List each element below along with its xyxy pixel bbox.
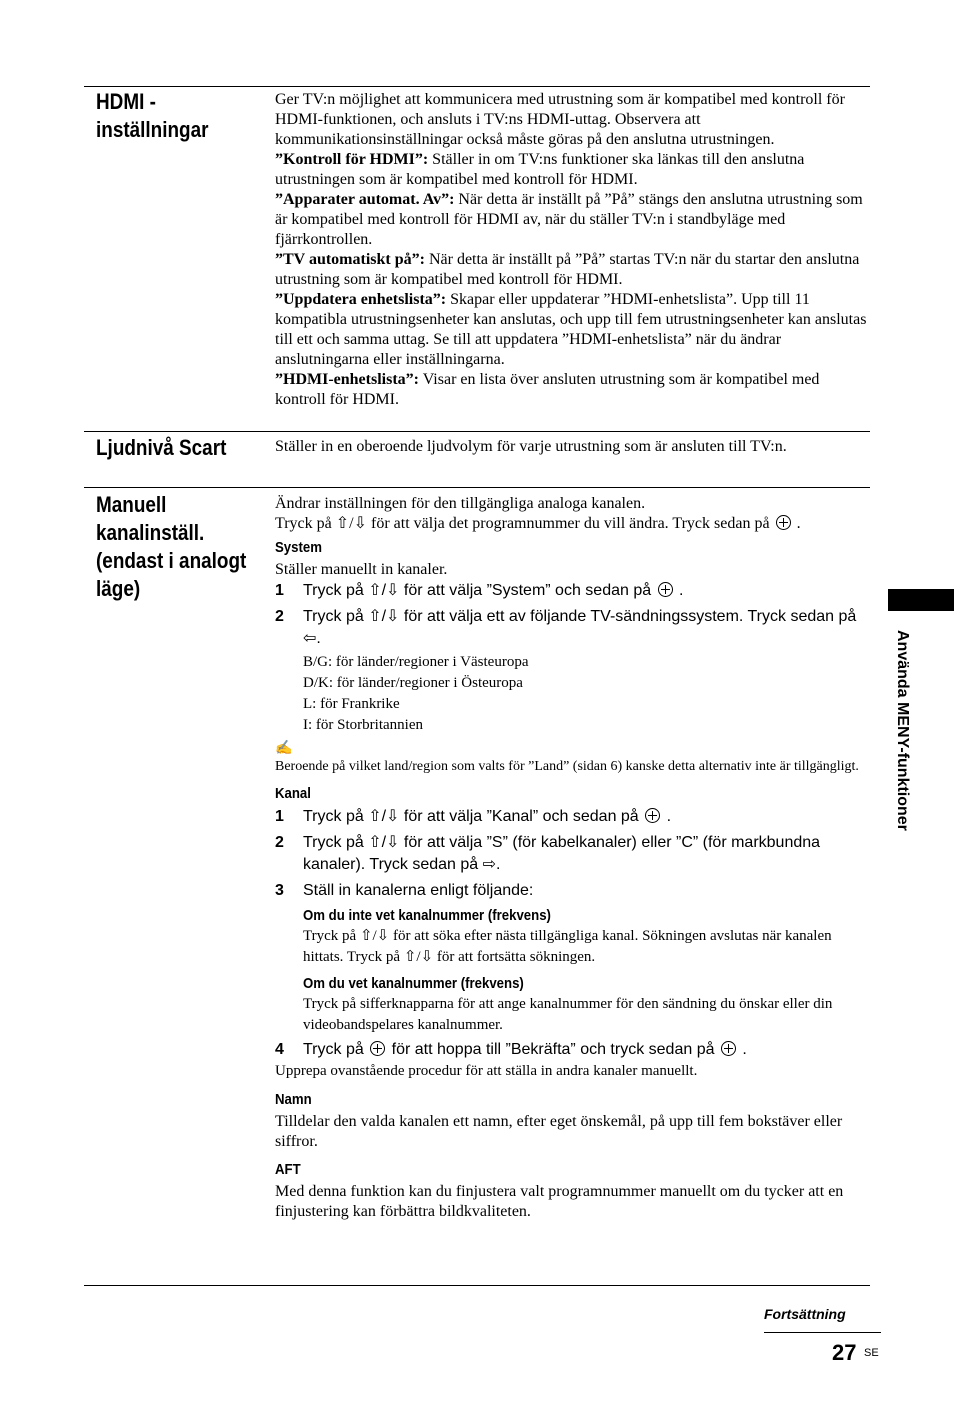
subsection-namn	[275, 1090, 870, 1152]
term: ”HDMI-enhetslista”:	[275, 371, 419, 388]
heading-line: (endast i analogt	[96, 548, 247, 573]
heading-line: HDMI -	[96, 89, 156, 114]
page-language-code: SE	[864, 1347, 879, 1359]
subheading: Namn	[275, 1091, 312, 1108]
step-text: .	[666, 808, 672, 825]
paragraph	[275, 290, 870, 370]
step	[275, 580, 870, 602]
heading-line: kanalinställ.	[96, 520, 205, 545]
step-number: 4	[275, 1041, 284, 1058]
enter-button-icon	[370, 1041, 385, 1056]
page-number: 27	[832, 1340, 857, 1365]
step	[275, 880, 870, 902]
note-text: Beroende på vilket land/region som valts för ”Land” (sidan 6) kanske detta alternativ inte är tillgängligt.	[275, 759, 859, 774]
term: ”Uppdatera enhetslista”:	[275, 291, 447, 308]
divider	[84, 487, 870, 488]
paragraph-text: När detta är inställt på ”På” stängs den anslutna utrustning som är kompatibel med kontroll för HDMI av, när du ställer TV:n i standbyläge med fjärrkontrollen.	[275, 191, 863, 248]
subheading: AFT	[275, 1161, 301, 1178]
continued-label: Fortsättning	[764, 1306, 846, 1322]
paragraph-text: När detta är inställt på ”På” startas TV:n när du startar den anslutna utrustning som är kompatibel med kontroll för HDMI.	[275, 251, 860, 288]
step-text: Tryck på ⇧/⇩ för att välja ”S” (för kabelkanaler) eller ”C” (för markbundna kanaler). Tryck sedan på ⇨.	[303, 834, 821, 873]
heading-line: Ljudnivå Scart	[96, 435, 227, 460]
step-number: 2	[275, 834, 284, 851]
step	[275, 1039, 870, 1061]
paragraph	[275, 250, 870, 290]
step	[275, 832, 870, 876]
chapter-tab	[888, 589, 954, 611]
divider	[84, 1285, 870, 1286]
chapter-label: Använda MENY-funktioner	[894, 630, 911, 831]
step-number: 1	[275, 582, 284, 599]
step-number: 2	[275, 608, 284, 625]
subsection-aft	[275, 1160, 870, 1222]
heading-line: Manuell	[96, 492, 167, 517]
step	[275, 606, 870, 650]
section-body-hdmi	[275, 90, 870, 410]
subheading: Om du inte vet kanalnummer (frekvens)	[303, 907, 551, 924]
section-heading-hdmi	[96, 88, 242, 144]
paragraph: Ändrar inställningen för den tillgängliga analoga kanalen.	[275, 495, 646, 512]
footer-rule	[764, 1332, 881, 1333]
step-text: Tryck på	[303, 1041, 364, 1058]
paragraph-text: Ger TV:n möjlighet att kommunicera med utrustning som är kompatibel med kontroll för HDMI-funktionen, och ansluts i TV:ns HDMI-uttag. Observera att kommunikationsinställningar också måste göras på den anslutna utrustningen.	[275, 91, 845, 148]
option: D/K: för länder/regioner i Östeuropa	[303, 675, 523, 691]
paragraph	[275, 90, 870, 150]
subsubsection	[275, 906, 870, 1036]
subheading: Kanal	[275, 785, 311, 802]
heading-line: inställningar	[96, 117, 209, 142]
option: L: för Frankrike	[303, 696, 400, 712]
section-heading-ljudniva	[96, 434, 242, 462]
paragraph	[275, 190, 870, 250]
step-text: för att hoppa till ”Bekräfta” och tryck sedan på	[391, 1041, 715, 1058]
subsection-system	[275, 538, 870, 776]
step-text: Tryck på ⇧/⇩ för att välja ”Kanal” och sedan på	[303, 808, 639, 825]
step-number: 3	[275, 882, 284, 899]
section-heading-manuell	[96, 491, 247, 603]
paragraph: Tryck på ⇧/⇩ för att söka efter nästa tillgängliga kanal. Sökningen avslutas när kanalen hittats. Tryck på ⇧/⇩ för att fortsätta sökningen.	[303, 928, 832, 965]
term: ”Apparater automat. Av”:	[275, 191, 455, 208]
section-body-manuell	[275, 494, 870, 1222]
enter-button-icon	[776, 515, 791, 530]
paragraph-text: Ställer in om TV:ns funktioner ska länkas till den anslutna utrustningen som är kompatibel med kontroll för HDMI.	[275, 151, 805, 188]
step-text: .	[679, 582, 684, 599]
enter-button-icon	[645, 808, 660, 823]
paragraph: Upprepa ovanstående procedur för att ställa in andra kanaler manuellt.	[275, 1063, 698, 1079]
paragraph: Tilldelar den valda kanalen ett namn, efter eget önskemål, på upp till fem bokstäver eller siffror.	[275, 1113, 843, 1150]
step	[275, 806, 870, 828]
paragraph: Tryck på sifferknapparna för att ange kanalnummer för den sändning du önskar eller din videobandspelares kanalnummer.	[303, 996, 833, 1033]
divider	[84, 431, 870, 432]
option: B/G: för länder/regioner i Västeuropa	[303, 654, 529, 670]
note-icon: ✍	[275, 741, 293, 756]
divider	[84, 86, 870, 87]
step-text: .	[742, 1041, 747, 1058]
step-number: 1	[275, 808, 284, 825]
subheading: System	[275, 539, 322, 556]
subsection-kanal	[275, 784, 870, 1082]
paragraph: Ställer in en oberoende ljudvolym för varje utrustning som är ansluten till TV:n.	[275, 438, 787, 455]
term: ”TV automatiskt på”:	[275, 251, 425, 268]
paragraph-text: .	[796, 515, 801, 532]
heading-line: läge)	[96, 576, 141, 601]
paragraph-text: Skapar eller uppdaterar ”HDMI-enhetslista”. Upp till 11 kompatibla utrustningsenheter kan anslutas, och upp till fem utrustningsenheter kan anslutas till ett och samma uttag. Se till att uppdatera ”HDMI-enhetslista” när du ändrar anslutningarna eller inställningarna.	[275, 291, 867, 368]
subheading: Om du vet kanalnummer (frekvens)	[303, 975, 524, 992]
enter-button-icon	[658, 582, 673, 597]
step-text: Tryck på ⇧/⇩ för att välja ”System” och sedan på	[303, 582, 652, 599]
paragraph	[275, 150, 870, 190]
section-body-ljudniva	[275, 437, 870, 457]
paragraph-text: Tryck på ⇧/⇩ för att välja det programnummer du vill ändra. Tryck sedan på	[275, 515, 770, 532]
step-text: Ställ in kanalerna enligt följande:	[303, 882, 534, 899]
option-list	[275, 652, 870, 736]
paragraph-text: Visar en lista över ansluten utrustning som är kompatibel med kontroll för HDMI.	[275, 371, 820, 408]
paragraph: Ställer manuellt in kanaler.	[275, 561, 448, 578]
paragraph	[275, 514, 870, 534]
enter-button-icon	[721, 1041, 736, 1056]
option: I: för Storbritannien	[303, 717, 423, 733]
paragraph	[275, 370, 870, 410]
paragraph: Med denna funktion kan du finjustera valt programnummer manuellt om du tycker att en finjustering kan förbättra bildkvaliteten.	[275, 1183, 844, 1220]
step-text: Tryck på ⇧/⇩ för att välja ett av följande TV-sändningssystem. Tryck sedan på ⇦.	[303, 608, 857, 647]
term: ”Kontroll för HDMI”:	[275, 151, 429, 168]
